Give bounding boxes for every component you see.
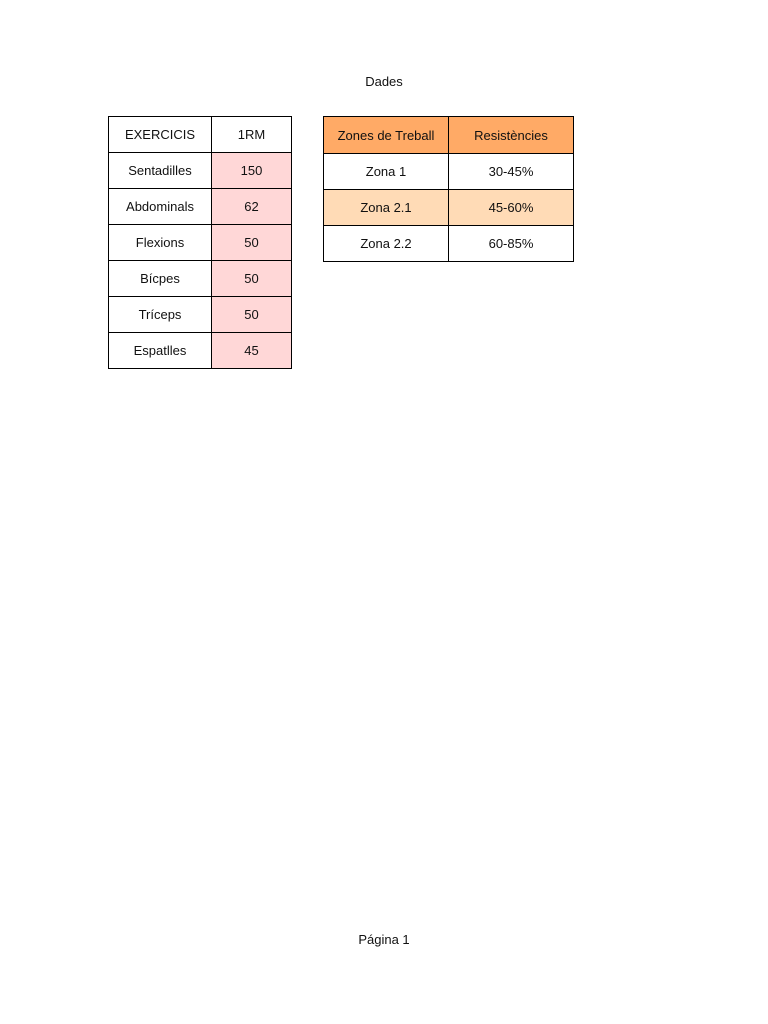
- rm-value-cell: 50: [212, 297, 292, 333]
- zone-name-cell: Zona 2.1: [324, 190, 449, 226]
- exercise-table: [108, 116, 292, 369]
- rm-value-cell: 150: [212, 153, 292, 189]
- rm-value-cell: 45: [212, 333, 292, 369]
- rm-value-cell: 50: [212, 225, 292, 261]
- table-row: [109, 189, 292, 225]
- resistance-cell: 45-60%: [449, 190, 574, 226]
- table-row: [109, 333, 292, 369]
- table-row: [109, 225, 292, 261]
- exercise-name-cell: Sentadilles: [109, 153, 212, 189]
- table-row: [324, 190, 574, 226]
- column-header-zones: Zones de Treball: [324, 117, 449, 154]
- zone-name-cell: Zona 2.2: [324, 226, 449, 262]
- column-header-resistances: Resistències: [449, 117, 574, 154]
- exercise-name-cell: Abdominals: [109, 189, 212, 225]
- table-row: [109, 297, 292, 333]
- exercise-name-cell: Bícpes: [109, 261, 212, 297]
- column-header-1rm: 1RM: [212, 117, 292, 153]
- exercise-name-cell: Flexions: [109, 225, 212, 261]
- page-title: Dades: [365, 74, 403, 89]
- zones-table: [323, 116, 574, 262]
- table-header-row: [324, 117, 574, 154]
- resistance-cell: 60-85%: [449, 226, 574, 262]
- zone-name-cell: Zona 1: [324, 154, 449, 190]
- exercise-name-cell: Tríceps: [109, 297, 212, 333]
- table-row: [109, 153, 292, 189]
- column-header-exercise: EXERCICIS: [109, 117, 212, 153]
- exercise-name-cell: Espatlles: [109, 333, 212, 369]
- rm-value-cell: 50: [212, 261, 292, 297]
- rm-value-cell: 62: [212, 189, 292, 225]
- table-header-row: [109, 117, 292, 153]
- table-row: [324, 226, 574, 262]
- table-row: [324, 154, 574, 190]
- page-number: Página 1: [358, 932, 410, 947]
- table-row: [109, 261, 292, 297]
- resistance-cell: 30-45%: [449, 154, 574, 190]
